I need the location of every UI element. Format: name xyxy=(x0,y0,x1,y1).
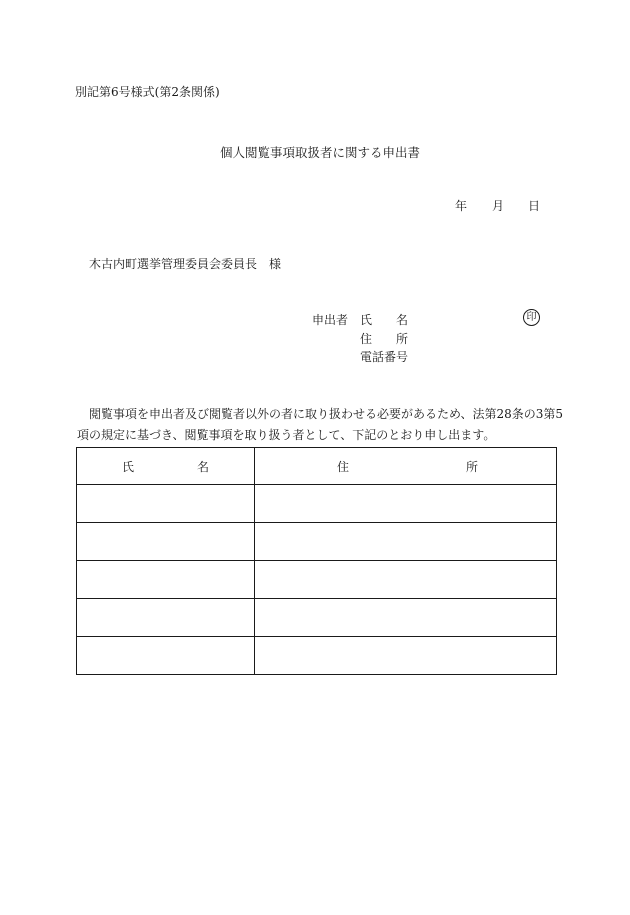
form-number: 別記第6号様式(第2条関係) xyxy=(75,85,220,99)
header-name-1: 氏 xyxy=(122,459,135,474)
date-year: 年 xyxy=(455,199,468,213)
applicant-name-label-1: 氏 xyxy=(360,313,373,327)
applicant-phone-label: 電話番号 xyxy=(360,350,409,364)
table-row xyxy=(77,561,557,599)
date-day: 日 xyxy=(528,199,541,213)
name-cell[interactable] xyxy=(77,561,255,599)
address-cell[interactable] xyxy=(255,561,557,599)
header-name xyxy=(77,448,255,485)
header-name-2: 名 xyxy=(196,459,209,474)
body-text-line-2: 項の規定に基づき、閲覧事項を取り扱う者として、下記のとおり申し出ます。 xyxy=(77,428,496,442)
name-cell[interactable] xyxy=(77,599,255,637)
applicant-address-label-1: 住 xyxy=(360,332,373,346)
address-cell[interactable] xyxy=(255,637,557,675)
handler-table xyxy=(76,447,557,675)
name-cell[interactable] xyxy=(77,485,255,523)
addressee: 木古内町選挙管理委員会委員長 様 xyxy=(89,257,282,271)
table-row xyxy=(77,485,557,523)
table-header-row xyxy=(77,448,557,485)
header-address-2: 所 xyxy=(465,459,478,474)
table-row xyxy=(77,637,557,675)
date-month: 月 xyxy=(492,199,505,213)
body-text-line-1: 閲覧事項を申出者及び閲覧者以外の者に取り扱わせる必要があるため、法第28条の3第5 xyxy=(89,407,564,421)
applicant-name-label-2: 名 xyxy=(396,313,409,327)
address-cell[interactable] xyxy=(255,485,557,523)
document-title: 個人閲覧事項取扱者に関する申出書 xyxy=(220,145,421,160)
header-address-1: 住 xyxy=(337,459,350,474)
name-cell[interactable] xyxy=(77,637,255,675)
header-address xyxy=(255,448,557,485)
table-row xyxy=(77,599,557,637)
applicant-address-label-2: 所 xyxy=(396,332,409,346)
seal-mark: 印 xyxy=(523,309,540,326)
applicant-label: 申出者 xyxy=(312,313,349,327)
name-cell[interactable] xyxy=(77,523,255,561)
address-cell[interactable] xyxy=(255,599,557,637)
address-cell[interactable] xyxy=(255,523,557,561)
table-row xyxy=(77,523,557,561)
